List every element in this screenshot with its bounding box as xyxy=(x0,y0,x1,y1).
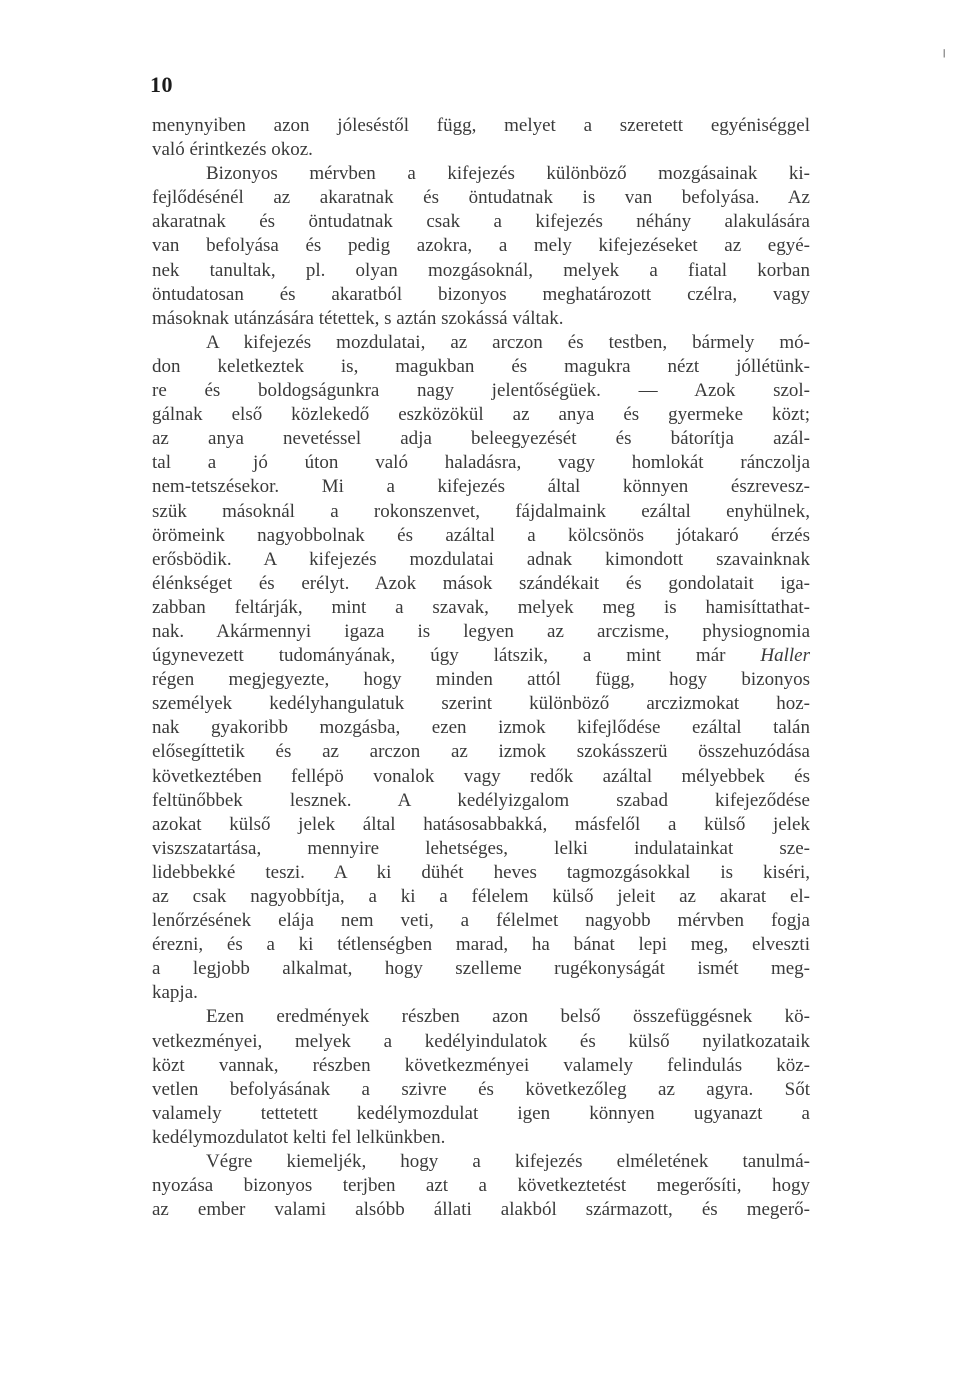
text-line: feltünőbbek lesznek. A kedélyizgalom szabad kifejeződése xyxy=(152,789,810,811)
text-line: érezni, és a ki tétlenségben marad, ha bánat lepi meg, elveszti xyxy=(152,934,810,956)
text-line: valamely tettetett kedélymozdulat igen könnyen ugyanazt a xyxy=(152,1102,810,1124)
text-line: nyozása bizonyos terjben azt a következtetést megerősíti, hogy xyxy=(152,1175,810,1197)
text-line: régen megjegyezte, hogy minden attól függ, hogy bizonyos xyxy=(152,669,810,691)
text-line: zabban feltárják, mint a szavak, melyek meg is hamisíttathat- xyxy=(152,596,810,618)
page-number: 10 xyxy=(150,72,173,97)
text-line: menynyiben azon jóleséstől függ, melyet a szeretett egyéniséggel xyxy=(152,115,810,136)
text-line: erősbödik. A kifejezés mozdulatai adnak kimondott szavainknak xyxy=(152,548,810,570)
text-line: a legjobb alkalmat, hogy szelleme rugékonyságát ismét meg- xyxy=(152,958,810,980)
text-line: azokat külső jelek által hatásosabbakká, másfelől a külső jelek xyxy=(152,813,810,835)
text-line: az csak nagyobbítja, a ki a félelem külső jeleit az akarat el- xyxy=(152,886,810,907)
text-line: kapja. xyxy=(152,982,198,1004)
text-line: kedélymozdulatot kelti fel lelkünkben. xyxy=(152,1126,446,1148)
text-line: lidebbekké teszi. A ki dühét heves tagmozgásokkal is kiséri, xyxy=(152,861,810,883)
body-text xyxy=(152,114,810,1222)
margin-mark: ╷ xyxy=(940,43,949,58)
text-line: gálnak első közlekedő eszközökül az anya és gyermeke közt; xyxy=(152,404,810,426)
text-line: szük másoknál a rokonszenvet, fájdalmaink ezáltal enyhülnek, xyxy=(152,500,810,522)
text-line: Ezen eredmények részben azon belső összefüggésnek kö- xyxy=(206,1006,810,1028)
text-line: másoknak utánzására tétettek, s aztán szokássá váltak. xyxy=(152,307,564,329)
text-line: úgynevezett tudományának, úgy látszik, a mint már Haller xyxy=(152,645,810,667)
text-line: az ember valami alsóbb állati alakból származott, és megerő- xyxy=(152,1199,810,1221)
text-line: elősegíttetik és az arczon az izmok szokásszerü összehuzódása xyxy=(152,741,810,763)
text-line: A kifejezés mozdulatai, az arczon és testben, bármely mó- xyxy=(206,331,810,353)
text-line: nak. Akármennyi igaza is legyen az arczisme, physiognomia xyxy=(152,620,810,642)
text-line: következtében fellépö vonalok vagy redők azáltal mélyebbek és xyxy=(152,765,810,787)
text-line: nem-tetszésekor. Mi a kifejezés által könnyen észrevesz- xyxy=(152,476,810,498)
text-line: Bizonyos mérvben a kifejezés különböző mozgásainak ki- xyxy=(206,163,810,185)
text-line: van befolyása és pedig azokra, a mely kifejezéseket az egyé- xyxy=(152,235,810,257)
italic-name: Haller xyxy=(760,645,810,667)
text-line: lenőrzésének elája nem veti, a félelmet nagyobb mérvben fogja xyxy=(152,910,810,932)
text-line: élénkséget és erélyt. Azok mások szándékait és gondolatait iga- xyxy=(152,572,810,594)
text-line: vetlen befolyásának a szivre és következőleg az agyra. Sőt xyxy=(152,1078,810,1100)
text-line: Végre kiemeljék, hogy a kifejezés elméletének tanulmá- xyxy=(206,1151,810,1173)
text-line: nek tanultak, pl. olyan mozgásoknál, melyek a fiatal korban xyxy=(152,259,810,281)
text-line: öntudatosan és akaratból bizonyos meghatározott czélra, vagy xyxy=(152,283,810,305)
text-line: nak gyakoribb mozgásba, ezen izmok kifejlődése ezáltal talán xyxy=(152,717,810,739)
text-line: akaratnak és öntudatnak csak a kifejezés néhány alakulására xyxy=(152,211,810,233)
text-line: viszszatartása, mennyire lehetséges, lelki indulatainkat sze- xyxy=(152,837,810,859)
text-line: re és boldogságunkra nagy jelentőségüek. — Azok szol- xyxy=(152,380,810,402)
text-line: az anya nevetéssel adja beleegyezését és bátorítja azál- xyxy=(152,428,810,450)
text-line: örömeink nagyobbolnak és azáltal a kölcsönös jótakaró érzés xyxy=(152,524,810,546)
text-line: fejlődésénél az akaratnak és öntudatnak is van befolyása. Az xyxy=(152,187,810,209)
text-line: közt vannak, részben következményei valamely felindulás köz- xyxy=(152,1054,810,1076)
text-line: don keletkeztek is, magukban és magukra nézt jóllétünk- xyxy=(152,355,810,377)
text-line: vetkezményei, melyek a kedélyindulatok és külső nyilatkozataik xyxy=(152,1030,810,1052)
text-line: való érintkezés okoz. xyxy=(152,139,313,161)
text-line: tal a jó úton való haladásra, vagy homlokát ránczolja xyxy=(152,452,810,474)
text-line: személyek kedélyhangulatuk szerint különböző arczizmokat hoz- xyxy=(152,693,810,715)
